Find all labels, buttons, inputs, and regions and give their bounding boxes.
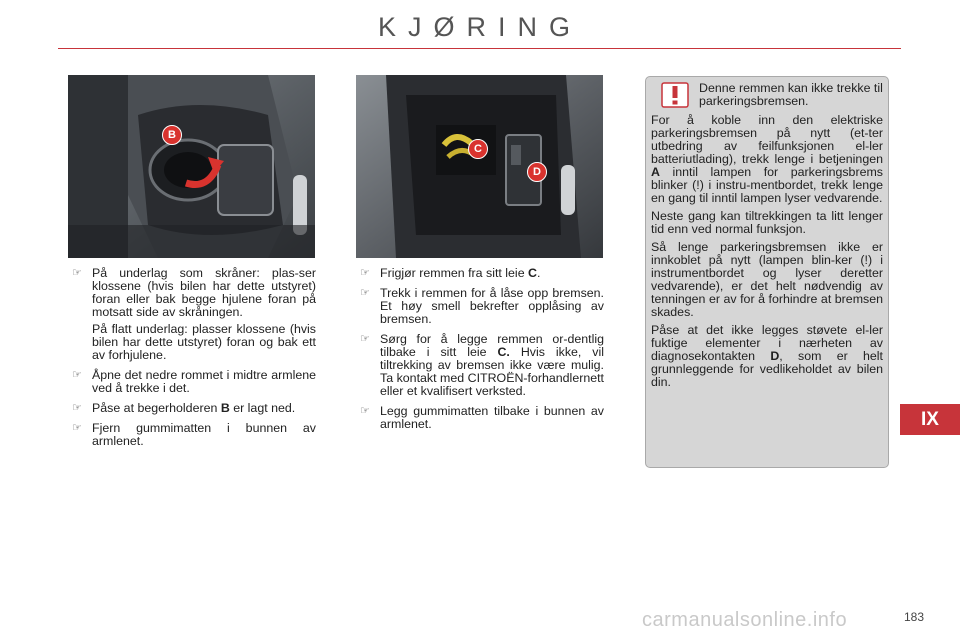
title-rule [58, 48, 901, 49]
callout-c: C [468, 139, 488, 159]
list-item-text: Hvis ikke, vil tiltrekking av bremsen ikke være mulig. Ta kontakt med CITROËN-forhandlernett eller et kvalifisert verksted. [380, 345, 604, 398]
list-item-text: Sørg for å legge remmen or-dentlig tilbake i sitt leie [380, 332, 604, 359]
list-item-text: Legg gummimatten tilbake i bunnen av armlenet. [380, 404, 604, 431]
list-item [360, 267, 604, 280]
list-item [360, 333, 604, 398]
list-item [72, 267, 316, 319]
list-item [72, 422, 316, 448]
warning-ref: A [651, 165, 660, 179]
list-item [360, 405, 604, 431]
warning-text: inntil lampen for parkeringsbrems blinker (!) i instru-mentbordet, trekk lenge en gang til inntil lampen lyser vedvarende. [651, 165, 883, 205]
photo-strap-illustration [356, 75, 603, 258]
page-number: 183 [904, 610, 925, 624]
list-item-subtext: På flatt underlag: plasser klossene (hvis bilen har dette utstyret) foran og bak ett av forhjulene. [92, 322, 316, 362]
list-item-text: På underlag som skråner: plas-ser klossene (hvis bilen har dette utstyret) foran eller bak begge hjulene foran på motsatt side av skråningen. [92, 266, 316, 319]
pointing-hand-icon: ☞ [72, 402, 82, 414]
exclamation-warning-icon [661, 82, 689, 108]
list-item-text: . [536, 266, 541, 280]
instructions-column-2 [360, 267, 604, 438]
warning-ref: D [770, 349, 780, 363]
warning-header [651, 82, 883, 108]
list-item-text: er lagt ned. [229, 401, 296, 415]
list-item-ref: B [220, 401, 230, 415]
pointing-hand-icon: ☞ [360, 287, 370, 299]
pointing-hand-icon: ☞ [72, 422, 82, 434]
list-item [72, 369, 316, 395]
pointing-hand-icon: ☞ [72, 267, 82, 279]
warning-text: , som er helt grunnleggende for vedlikeholdet av bilen din. [651, 349, 883, 389]
instructions-column-1 [72, 267, 316, 455]
watermark: carmanualsonline.info [642, 609, 848, 631]
list-item-ref: C [528, 266, 537, 280]
photo-cupholder [68, 75, 315, 258]
list-item-text: Frigjør remmen fra sitt leie [380, 266, 529, 280]
list-item-text: Fjern gummimatten i bunnen av armlenet. [92, 421, 316, 448]
photo-cupholder-illustration [68, 75, 315, 258]
pointing-hand-icon: ☞ [360, 267, 370, 279]
list-item [360, 287, 604, 326]
list-item-ref: C. [497, 345, 510, 359]
page-title: KJØRING [377, 12, 582, 42]
list-item-text: Trekk i remmen for å låse opp bremsen. Et høy smell bekrefter opplåsing av bremsen. [380, 286, 604, 326]
warning-paragraph [651, 324, 883, 389]
chapter-tab[interactable]: IX [900, 404, 960, 435]
pointing-hand-icon: ☞ [360, 333, 370, 345]
list-item-text: Åpne det nedre rommet i midtre armlene ved å trekke i det. [92, 368, 316, 395]
list-item [72, 402, 316, 415]
warning-paragraph: Så lenge parkeringsbremsen ikke er innkoblet på nytt (lampen blin-ker (!) i instrumentbordet og lyser deretter vedvarende), er det helt nødvendig av tenningen er av for å forhindre at bremsen skades. [651, 240, 883, 319]
list-item-text: Påse at begerholderen [92, 401, 221, 415]
warning-text: For å koble inn den elektriske parkeringsbremsen på nytt (et-ter utbedring av feilfunksjonen el-ler batteriutlading), trekk lenge i betjeningen [651, 113, 883, 166]
photo-strap-connector [356, 75, 603, 258]
pointing-hand-icon: ☞ [360, 405, 370, 417]
callout-b: B [162, 125, 182, 145]
pointing-hand-icon: ☞ [72, 369, 82, 381]
warning-paragraph: Neste gang kan tiltrekkingen ta litt lenger tid enn ved normal funksjon. [651, 209, 883, 236]
warning-text: Påse at det ikke legges støvete el-ler fuktige elementer i nærheten av diagnosekontakten [651, 323, 883, 363]
warning-paragraph [651, 114, 883, 205]
warning-headline: Denne remmen kan ikke trekke til parkeringsbremsen. [699, 81, 883, 108]
warning-box [645, 76, 889, 468]
callout-d: D [527, 162, 547, 182]
